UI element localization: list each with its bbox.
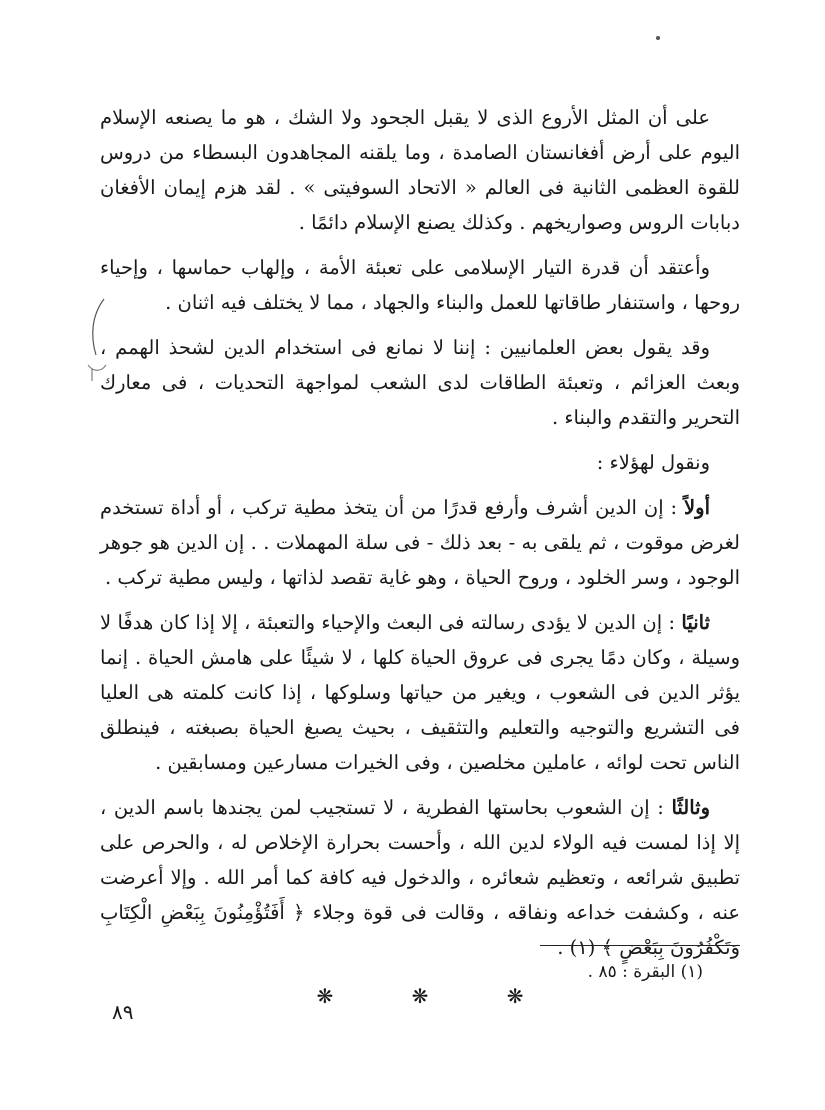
paragraph-4-text: ونقول لهؤلاء :	[596, 451, 710, 474]
second-point-text: : إن الدين لا يؤدى رسالته فى البعث والإحياء والتعبئة ، إلا إذا كان هدفًا لا وسيلة ، وكان دمًا يجرى فى عروق الحياة كلها ، لا شيئًا على هامش الحياة . إنما يؤثر الدين فى الشعوب ، ويغير من حياتها وسلوكها ، إذا كانت كلمته هى العليا فى التشريع والتوجيه والتعليم والتثقيف ، بحيث يصبغ الحياة بصبغته ، فينطلق الناس تحت لوائه ، عاملين مخلصين ، وفى الخيرات مسارعين ومسابقين .	[100, 611, 740, 774]
second-point-lead: ثانيًا	[681, 611, 710, 634]
paragraph-2-text: وأعتقد أن قدرة التيار الإسلامى على تعبئة الأمة ، وإلهاب حماسها ، وإحياء روحها ، واستنفار طاقاتها للعمل والبناء والجهاد ، مما لا يختلف فيه اثنان .	[100, 256, 740, 314]
page-number: ٨٩	[112, 1000, 134, 1024]
first-point-lead: أولاً	[684, 496, 710, 519]
paragraph-third-point	[100, 790, 740, 965]
paragraph-1	[100, 100, 740, 240]
ink-dot	[656, 36, 660, 40]
paragraph-3-text: وقد يقول بعض العلمانيين : إننا لا نمانع فى استخدام الدين لشحذ الهمم ، وبعث العزائم ، وتعبئة الطاقات لدى الشعب لمواجهة التحديات ، فى معارك التحرير والتقدم والبناء .	[100, 336, 740, 429]
paragraph-1-text: على أن المثل الأروع الذى لا يقبل الجحود ولا الشك ، هو ما يصنعه الإسلام اليوم على أرض أفغانستان الصامدة ، وما يلقنه المجاهدون البسطاء من دروس للقوة العظمى الثانية فى العالم « الاتحاد السوفيتى » . لقد هزم إيمان الأفغان دبابات الروس وصواريخهم . وكذلك يصنع الإسلام دائمًا .	[100, 106, 740, 234]
paragraph-first-point	[100, 490, 740, 595]
paragraph-3	[100, 330, 740, 435]
first-point-text: : إن الدين أشرف وأرفع قدرًا من أن يتخذ مطية تركب ، أو أداة تستخدم لغرض موقوت ، ثم يلقى به - بعد ذلك - فى سلة المهملات . . إن الدين هو جوهر الوجود ، وسر الخلود ، وروح الحياة ، وهو غاية تقصد لذاتها ، وليس مطية تركب .	[100, 496, 740, 589]
paragraph-4	[100, 445, 740, 480]
third-point-lead: وثالثًا	[671, 796, 710, 819]
third-point-text: : إن الشعوب بحاستها الفطرية ، لا تستجيب لمن يجندها باسم الدين ، إلا إذا لمست فيه الولاء لدين الله ، وأحست بحرارة الإخلاص له ، والحرص على تطبيق شرائعه ، وتعظيم شعائره ، والدخول فيه كافة كما أمر الله . وإلا أعرضت عنه ، وكشفت خداعه ونفاقه ، وقالت فى قوة وجلاء ﴿ أَفَتُؤْمِنُونَ بِبَعْضِ الْكِتَابِ وَتَكْفُرُونَ بِبَعْضٍ ﴾ (١) .	[100, 796, 740, 959]
paragraph-second-point	[100, 605, 740, 780]
section-separator: ❋ ❋ ❋	[316, 984, 560, 1008]
footnote-rule	[540, 945, 740, 946]
footnote: (١) البقرة : ٨٥ .	[587, 962, 703, 982]
paragraph-2	[100, 250, 740, 320]
page-body	[100, 100, 740, 1014]
